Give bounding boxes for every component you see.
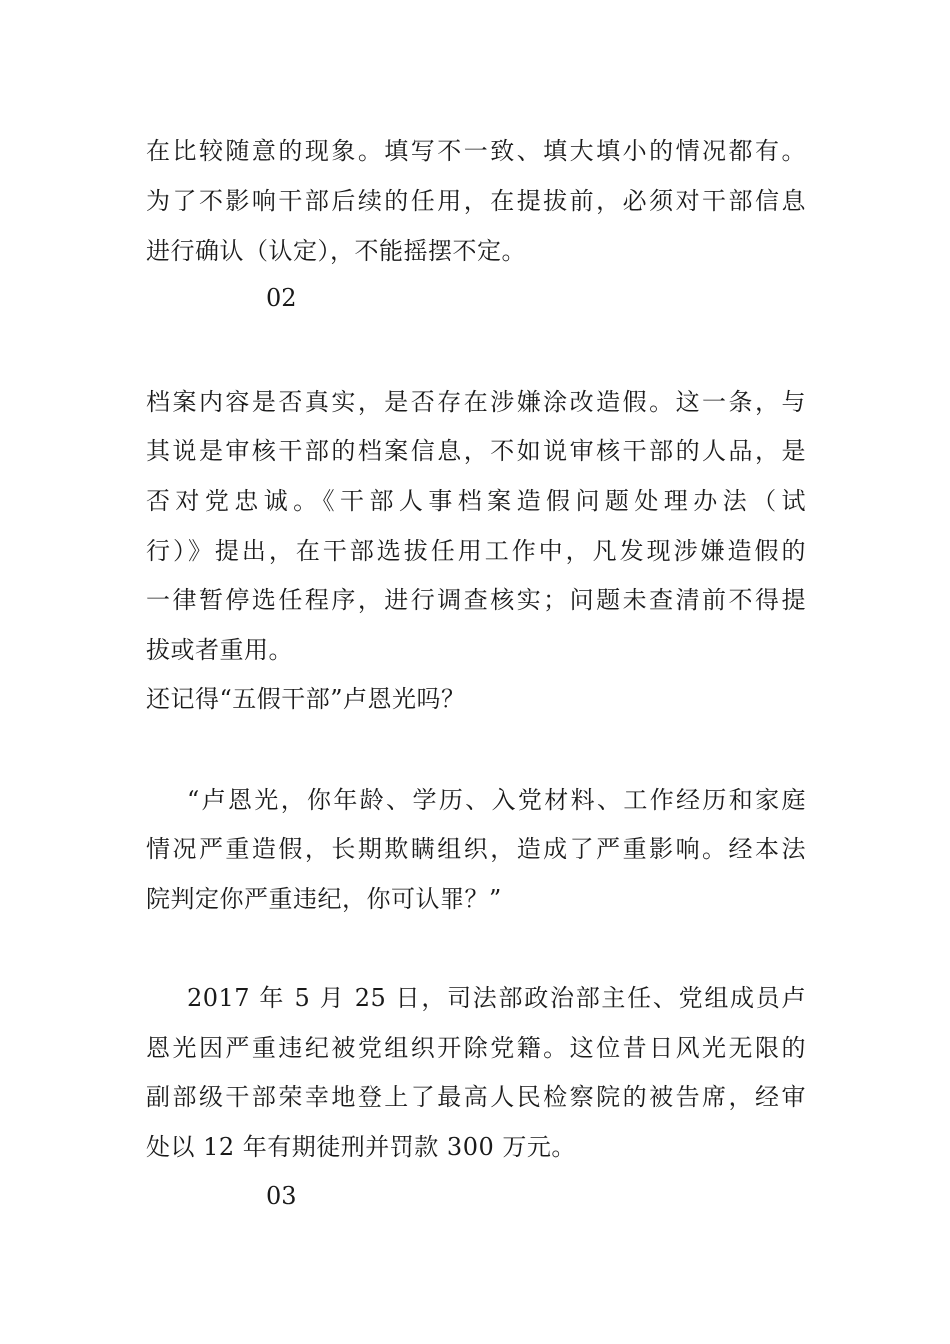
paragraph-line: 行）》提出，在干部选拔任用工作中，凡发现涉嫌造假的 bbox=[146, 537, 806, 565]
paragraph-line: 在比较随意的现象。填写不一致、填大填小的情况都有。 bbox=[146, 137, 806, 165]
paragraph-line: 为了不影响干部后续的任用，在提拔前，必须对干部信息 bbox=[146, 187, 806, 215]
quote-line: 院判定你严重违纪，你可认罪？” bbox=[146, 885, 502, 913]
paragraph-line: 2017 年 5 月 25 日，司法部政治部主任、党组成员卢 bbox=[187, 984, 806, 1012]
quote-line: “卢恩光，你年龄、学历、入党材料、工作经历和家庭 bbox=[187, 786, 806, 814]
paragraph-line: 档案内容是否真实，是否存在涉嫌涂改造假。这一条，与 bbox=[146, 388, 806, 416]
paragraph-line: 其说是审核干部的档案信息，不如说审核干部的人品，是 bbox=[146, 437, 806, 465]
paragraph-line: 恩光因严重违纪被党组织开除党籍。这位昔日风光无限的 bbox=[146, 1034, 806, 1062]
section-number: 02 bbox=[266, 284, 297, 312]
paragraph-line: 一律暂停选任程序，进行调查核实；问题未查清前不得提 bbox=[146, 586, 806, 614]
section-number: 03 bbox=[266, 1182, 297, 1210]
paragraph-line: 处以 12 年有期徒刑并罚款 300 万元。 bbox=[146, 1133, 576, 1161]
paragraph-line: 还记得“五假干部”卢恩光吗？ bbox=[146, 685, 466, 713]
paragraph-line: 副部级干部荣幸地登上了最高人民检察院的被告席，经审 bbox=[146, 1083, 806, 1111]
quote-line: 情况严重造假，长期欺瞒组织，造成了严重影响。经本法 bbox=[146, 835, 806, 863]
paragraph-line: 拔或者重用。 bbox=[146, 636, 293, 664]
paragraph-line: 否对党忠诚。《干部人事档案造假问题处理办法（试 bbox=[146, 487, 806, 515]
paragraph-line: 进行确认（认定），不能摇摆不定。 bbox=[146, 237, 526, 265]
